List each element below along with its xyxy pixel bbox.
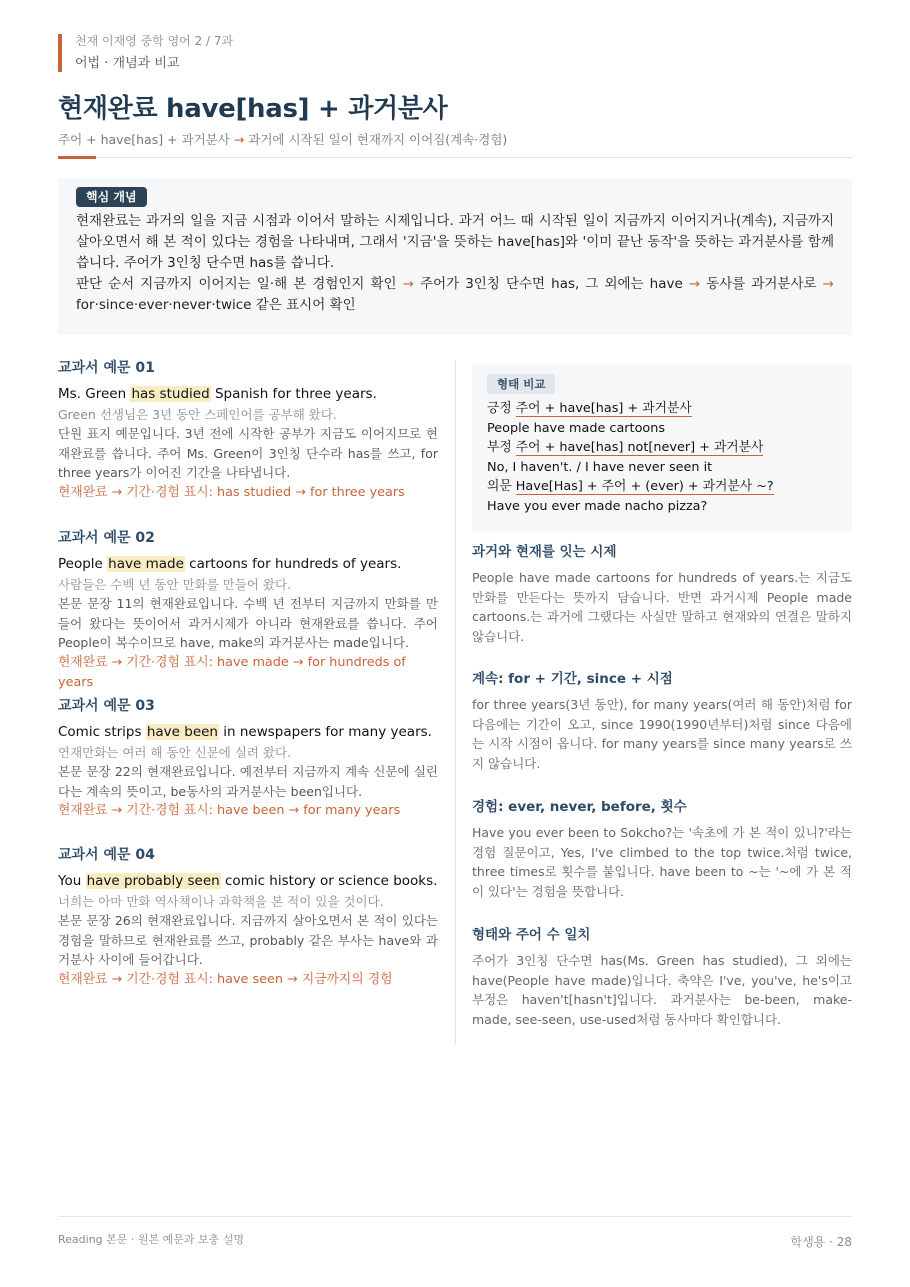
example-sentence: People have made cartoons for hundreds of years. <box>58 556 402 572</box>
example-summary: 현재완료 → 기간·경험 표시: have been → for many years <box>58 803 401 818</box>
form-compare-box <box>472 364 852 532</box>
example-03 <box>58 696 438 845</box>
example-sentence: Ms. Green has studied Spanish for three years. <box>58 386 377 402</box>
subtitle-meaning: 과거에 시작된 일이 현재까지 이어짐(계속·경험) <box>248 132 508 147</box>
step-1: 판단 순서 지금까지 이어지는 일·해 본 경험인지 확인 <box>76 276 397 292</box>
example-summary: 현재완료 → 기간·경험 표시: have seen → 지금까지의 경험 <box>58 971 393 987</box>
example-explanation: 본문 문장 26의 현재완료입니다. 지금까지 살아오면서 본 적이 있다는 경험을 말하므로 현재완료를 쓰고, probably 같은 부사는 have와 과거분사 사이에 들어갑니다. <box>58 913 438 967</box>
page-subtitle <box>58 130 507 148</box>
example-translation: 사람들은 수백 년 동안 만화를 만들어 왔다. <box>58 577 292 592</box>
form-compare-badge: 형태 비교 <box>487 374 555 394</box>
section-label: 어법 · 개념과 비교 <box>75 56 180 71</box>
footer-note: Reading 본문 · 원본 예문과 보충 설명 <box>58 1233 245 1246</box>
example-02 <box>58 528 438 696</box>
note-section <box>472 925 852 1029</box>
example-translation: 연재만화는 여러 해 동안 신문에 실려 왔다. <box>58 745 292 760</box>
page-header <box>58 34 233 72</box>
note-section <box>472 669 852 797</box>
example-summary: 현재완료 → 기간·경험 표시: have made → for hundreds of years <box>58 654 406 690</box>
core-concept-badge: 핵심 개념 <box>76 187 147 207</box>
example-translation: 너희는 아마 만화 역사책이나 과학책을 본 적이 있을 것이다. <box>58 894 384 909</box>
form-example: No, I haven't. / I have never seen it <box>487 459 713 475</box>
example-01 <box>58 358 438 528</box>
core-concept-body: 현재완료는 과거의 일을 지금 시점과 이어서 말하는 시제입니다. 과거 어느 때 시작된 일이 지금까지 이어지거나(계속), 지금까지 살아오면서 해 본 적이 있다는 경험을 나타내며, 그래서 '지금'을 뜻하는 have[has]와 '이미 끝난 동작'을 뜻하는 과거분사를 함께 씁니다. 주어가 3인칭 단수면 has를 씁니다. <box>76 213 834 271</box>
example-sentence: Comic strips have been in newspapers for many years. <box>58 724 432 740</box>
note-section <box>472 542 852 669</box>
arrow-icon: → <box>822 276 834 292</box>
form-formula: 주어 + have[has] not[never] + 과거분사 <box>515 440 764 456</box>
note-heading: 과거와 현재를 잇는 시제 <box>472 544 617 560</box>
example-heading: 교과서 예문 03 <box>58 698 155 714</box>
step-2: 주어가 3인칭 단수면 has, 그 외에는 have <box>420 276 683 292</box>
example-sentence: You have probably seen comic history or science books. <box>58 873 438 889</box>
note-heading: 경험: ever, never, before, 횟수 <box>472 799 687 815</box>
arrow-icon: → <box>402 276 414 292</box>
highlighted-verb: has studied <box>131 386 210 402</box>
subtitle-formula: 주어 + have[has] + 과거분사 <box>58 132 230 147</box>
example-explanation: 본문 문장 11의 현재완료입니다. 수백 년 전부터 지금까지 만화를 만들어 왔다는 뜻이어서 과거시제가 아니라 현재완료를 씁니다. 주어 People이 복수이므로 have, make의 과거분사는 made입니다. <box>58 596 438 650</box>
breadcrumb: 천재 이재영 중학 영어 2 / 7과 <box>75 34 234 48</box>
form-example: People have made cartoons <box>487 420 666 436</box>
step-4: for·since·ever·never·twice 같은 표시어 확인 <box>76 297 356 313</box>
form-formula: Have[Has] + 주어 + (ever) + 과거분사 ~? <box>515 479 774 495</box>
note-body: 주어가 3인칭 단수면 has(Ms. Green has studied), 그 외에는 have(People have made)입니다. 축약은 I've, you've, he's이고 부정은 haven't[hasn't]입니다. 과거분사는 be-been, make-made, see-seen, use-used처럼 동사마다 확인합니다. <box>472 953 852 1027</box>
example-translation: Green 선생님은 3년 동안 스페인어를 공부해 왔다. <box>58 407 337 422</box>
step-3: 동사를 과거분사로 <box>706 276 817 292</box>
note-section <box>472 797 852 925</box>
highlighted-verb: have made <box>108 556 184 572</box>
note-body: Have you ever been to Sokcho?는 '속초에 가 본 적이 있니?'라는 경험 질문이고, Yes, I've climbed to the top twice.처럼 twice, three times로 횟수를 붙입니다. have been to ~는 '~에 가 본 적이 있다'는 경험을 뜻합니다. <box>472 825 852 899</box>
core-concept-box <box>58 178 852 335</box>
judgment-steps <box>76 274 834 316</box>
note-heading: 계속: for + 기간, since + 시점 <box>472 671 673 687</box>
footer-divider <box>58 1216 852 1217</box>
highlighted-verb: have been <box>146 724 218 740</box>
form-row-question: 의문 Have[Has] + 주어 + (ever) + 과거분사 ~? <box>487 479 774 495</box>
title-divider <box>58 157 852 158</box>
highlighted-verb: have probably seen <box>86 873 220 889</box>
grammar-notes <box>472 364 852 1029</box>
form-row-affirmative: 긍정 주어 + have[has] + 과거분사 <box>487 401 692 416</box>
arrow-icon: → <box>688 276 701 292</box>
form-row-negative: 부정 주어 + have[has] not[never] + 과거분사 <box>487 440 764 456</box>
note-heading: 형태와 주어 수 일치 <box>472 927 591 943</box>
column-divider <box>455 360 456 1045</box>
form-formula: 주어 + have[has] + 과거분사 <box>515 401 692 416</box>
title-accent-bar <box>58 156 96 159</box>
example-04 <box>58 845 438 990</box>
example-explanation: 단원 표지 예문입니다. 3년 전에 시작한 공부가 지금도 이어지므로 현재완료를 씁니다. 주어 Ms. Green이 3인칭 단수라 has를 쓰고, for three years가 이어진 기간을 나타냅니다. <box>58 426 438 480</box>
arrow-icon: → <box>233 132 245 147</box>
example-heading: 교과서 예문 04 <box>58 847 155 863</box>
note-body: People have made cartoons for hundreds of years.는 지금도 만화를 만든다는 뜻까지 담습니다. 반면 과거시제 People made cartoons.는 과거에 그랬다는 사실만 말하고 현재와의 연결은 말하지 않습니다. <box>472 570 852 644</box>
example-explanation: 본문 문장 22의 현재완료입니다. 예전부터 지금까지 계속 신문에 실린다는 계속의 뜻이고, be동사의 과거분사는 been입니다. <box>58 764 438 799</box>
page-title: 현재완료 have[has] + 과거분사 <box>58 94 448 124</box>
note-body: for three years(3년 동안), for many years(여러 해 동안)처럼 for 다음에는 기간이 오고, since 1990(1990년부터)처럼 since 다음에는 시작 시점이 옵니다. for many years를 since many years로 쓰지 않습니다. <box>472 697 852 771</box>
form-example: Have you ever made nacho pizza? <box>487 498 708 514</box>
textbook-examples <box>58 358 438 990</box>
example-heading: 교과서 예문 01 <box>58 360 155 376</box>
page-number: 학생용 · 28 <box>790 1235 852 1249</box>
example-summary: 현재완료 → 기간·경험 표시: has studied → for three years <box>58 484 405 500</box>
example-heading: 교과서 예문 02 <box>58 530 155 546</box>
